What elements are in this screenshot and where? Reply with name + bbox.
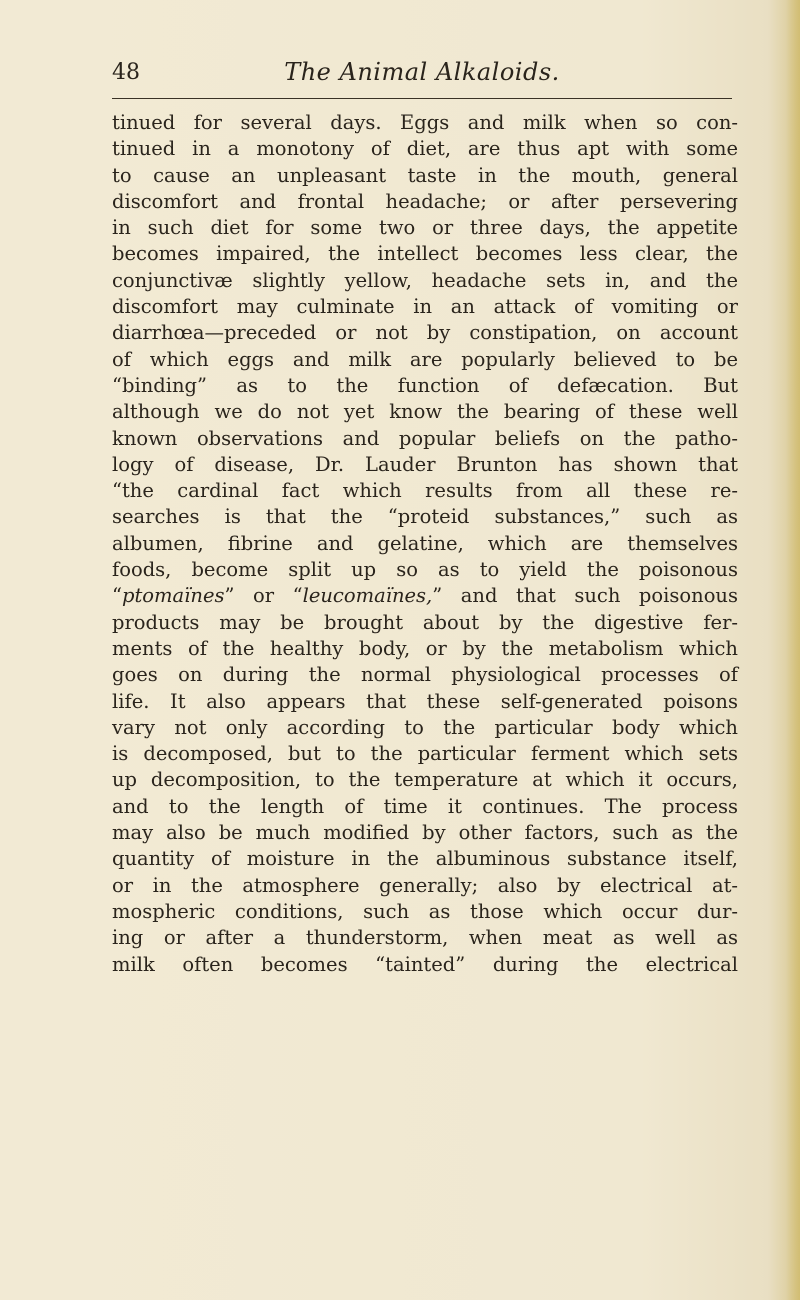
text-line: known observations and popular beliefs on the patho- — [112, 426, 738, 450]
text-line: milk often becomes “tainted” during the electrical — [112, 952, 738, 976]
page-edge — [786, 0, 800, 1300]
line-continuation: ” and that such poisonous — [432, 584, 738, 608]
text-line: tinued for several days. Eggs and milk when so con- — [112, 111, 738, 134]
text-line: although we do not yet know the bearing of these well — [112, 400, 738, 424]
text-line: quantity of moisture in the albuminous substance itself, — [112, 847, 738, 871]
text-line: to cause an unpleasant taste in the mouth, general — [112, 163, 738, 187]
text-line: life. It also appears that these self-generated poisons — [112, 689, 738, 713]
page-header — [112, 52, 732, 99]
text-line: becomes impaired, the intellect becomes less clear, the — [112, 242, 738, 266]
body-text — [112, 110, 738, 978]
text-line: logy of disease, Dr. Lauder Brunton has shown that — [112, 452, 738, 476]
text-line: “binding” as to the function of defæcation. But — [112, 373, 738, 397]
text-line: and to the length of time it continues. The process — [112, 794, 738, 818]
text-line: diarrhœa—preceded or not by constipation, on account — [112, 321, 738, 345]
quote-open: “ — [112, 584, 122, 608]
quote-connector: ” or “ — [224, 584, 303, 608]
text-line: up decomposition, to the temperature at which it occurs, — [112, 768, 738, 792]
text-line: of which eggs and milk are popularly believed to be — [112, 347, 738, 371]
text-line: discomfort may culminate in an attack of vomiting or — [112, 295, 738, 319]
text-line: goes on during the normal physiological processes of — [112, 663, 738, 687]
text-line: may also be much modified by other factors, such as the — [112, 821, 738, 845]
text-line: conjunctivæ slightly yellow, headache sets in, and the — [112, 268, 738, 292]
page-number: 48 — [112, 60, 140, 85]
running-title: The Animal Alkaloids. — [284, 58, 560, 86]
text-line: discomfort and frontal headache; or after persevering — [112, 189, 738, 213]
text-line: mospheric conditions, such as those which occur dur- — [112, 899, 738, 923]
text-line: is decomposed, but to the particular ferment which sets — [112, 742, 738, 766]
text-line: tinued in a monotony of diet, are thus apt with some — [112, 137, 738, 161]
text-line: “the cardinal fact which results from all these re- — [112, 479, 738, 503]
text-line: or in the atmosphere generally; also by electrical at- — [112, 873, 738, 897]
text-line: products may be brought about by the digestive fer- — [112, 610, 738, 634]
text-line: foods, become split up so as to yield the poisonous — [112, 558, 738, 582]
text-line: vary not only according to the particular body which — [112, 715, 738, 739]
text-line: searches is that the “proteid substances,” such as — [112, 505, 738, 529]
text-line: in such diet for some two or three days, the appetite — [112, 216, 738, 240]
italic-term-leucomaines: leucomaïnes, — [302, 584, 433, 608]
text-line: ing or after a thunderstorm, when meat as well as — [112, 926, 738, 950]
italic-term-ptomaines: ptomaïnes — [121, 584, 225, 608]
text-line: albumen, fibrine and gelatine, which are themselves — [112, 531, 738, 555]
text-line: ments of the healthy body, or by the metabolism which — [112, 636, 738, 660]
text-line-italic-terms — [112, 583, 738, 609]
